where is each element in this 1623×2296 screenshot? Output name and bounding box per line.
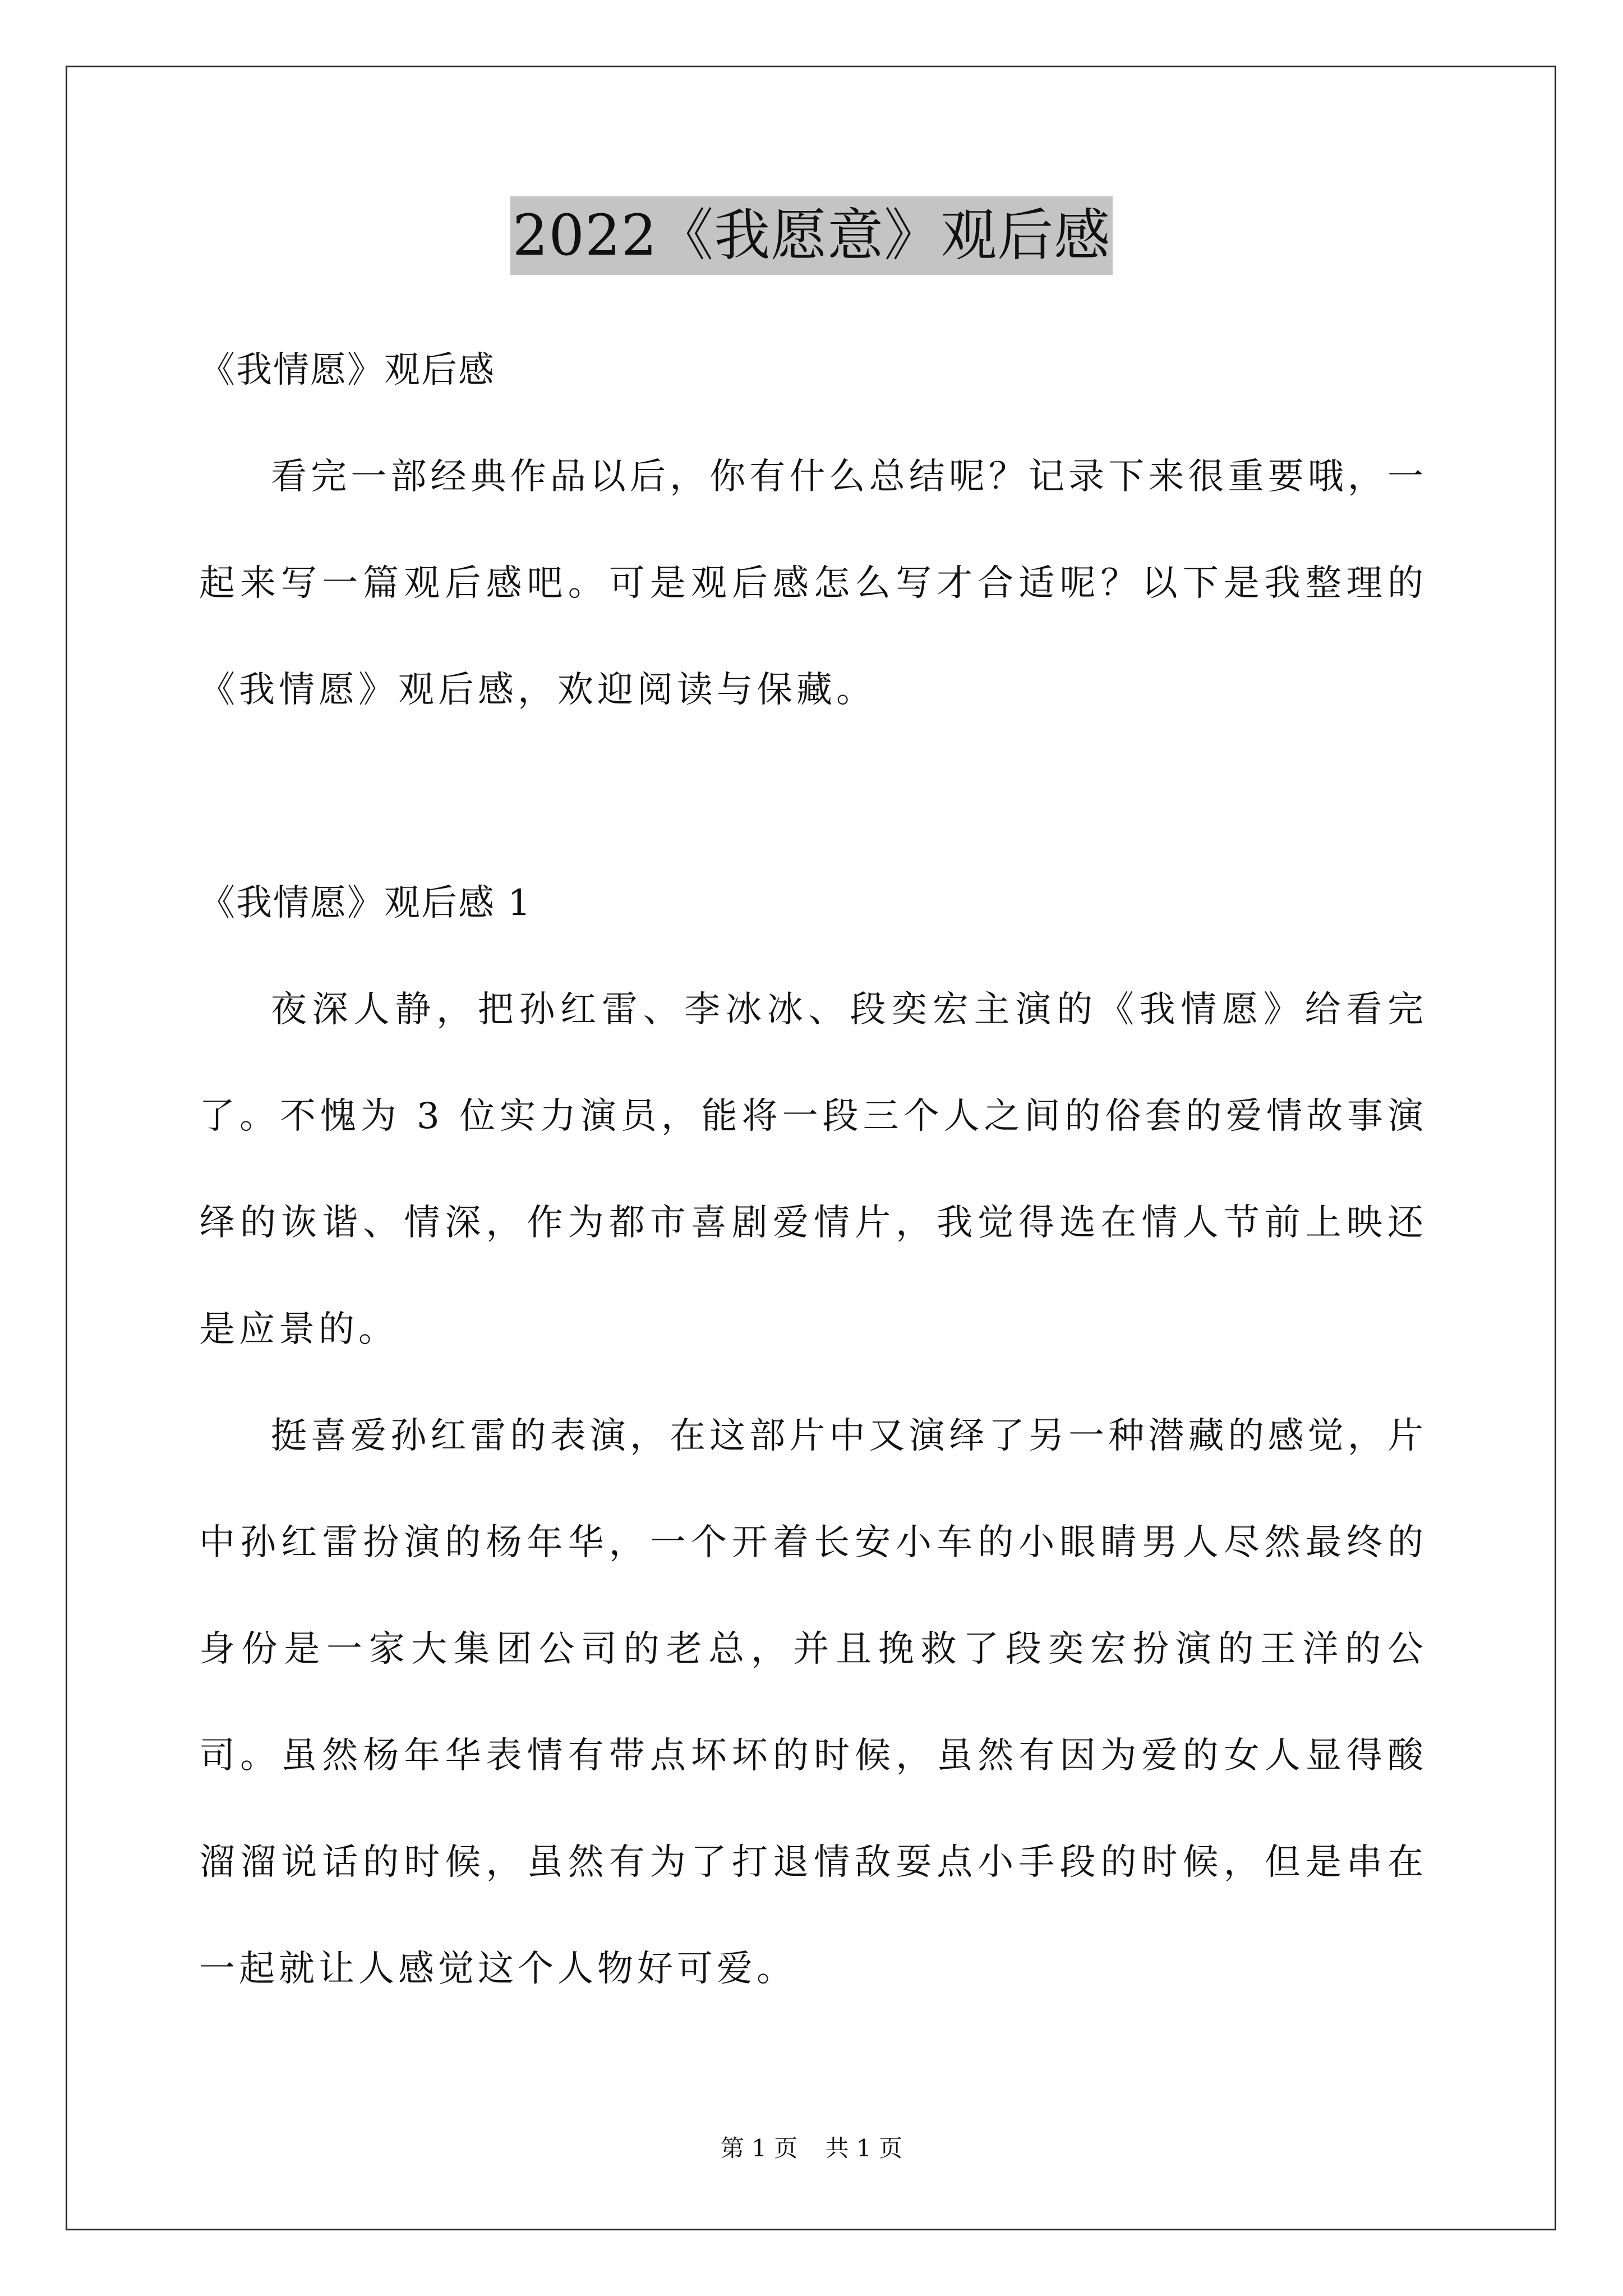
section-gap (199, 743, 1427, 850)
document-body (199, 317, 1427, 2022)
section1-heading: 《我情愿》观后感 1 (199, 882, 532, 924)
title-container (0, 196, 1623, 275)
document-title: 2022《我愿意》观后感 (510, 196, 1113, 275)
page-number: 第 1 页 (720, 2134, 798, 2162)
page-total: 共 1 页 (825, 2134, 903, 2162)
section1-paragraph-2: 挺喜爱孙红雷的表演，在这部片中又演绎了另一种潜藏的感觉，片中孙红雷扮演的杨年华，一个开着长安小车的小眼睛男人尽然最终的身份是一家大集团公司的老总，并且挽救了段奕宏扮演的王洋的公司。虽然杨年华表情有带点坏坏的时候，虽然有因为爱的女人显得酸溜溜说话的时候，虽然有为了打退情敌耍点小手段的时候，但是串在一起就让人感觉这个人物好可爱。 (199, 1415, 1427, 1990)
intro-heading: 《我情愿》观后感 (199, 349, 495, 391)
section1-paragraph-1: 夜深人静，把孙红雷、李冰冰、段奕宏主演的《我情愿》给看完了。不愧为 3 位实力演员，能将一段三个人之间的俗套的爱情故事演绎的诙谐、情深，作为都市喜剧爱情片，我觉得选在情人节前上映还是应景的。 (199, 989, 1427, 1350)
page-footer (0, 2132, 1623, 2165)
intro-paragraph: 看完一部经典作品以后，你有什么总结呢？记录下来很重要哦，一起来写一篇观后感吧。可是观后感怎么写才合适呢？以下是我整理的《我情愿》观后感，欢迎阅读与保藏。 (199, 456, 1427, 711)
